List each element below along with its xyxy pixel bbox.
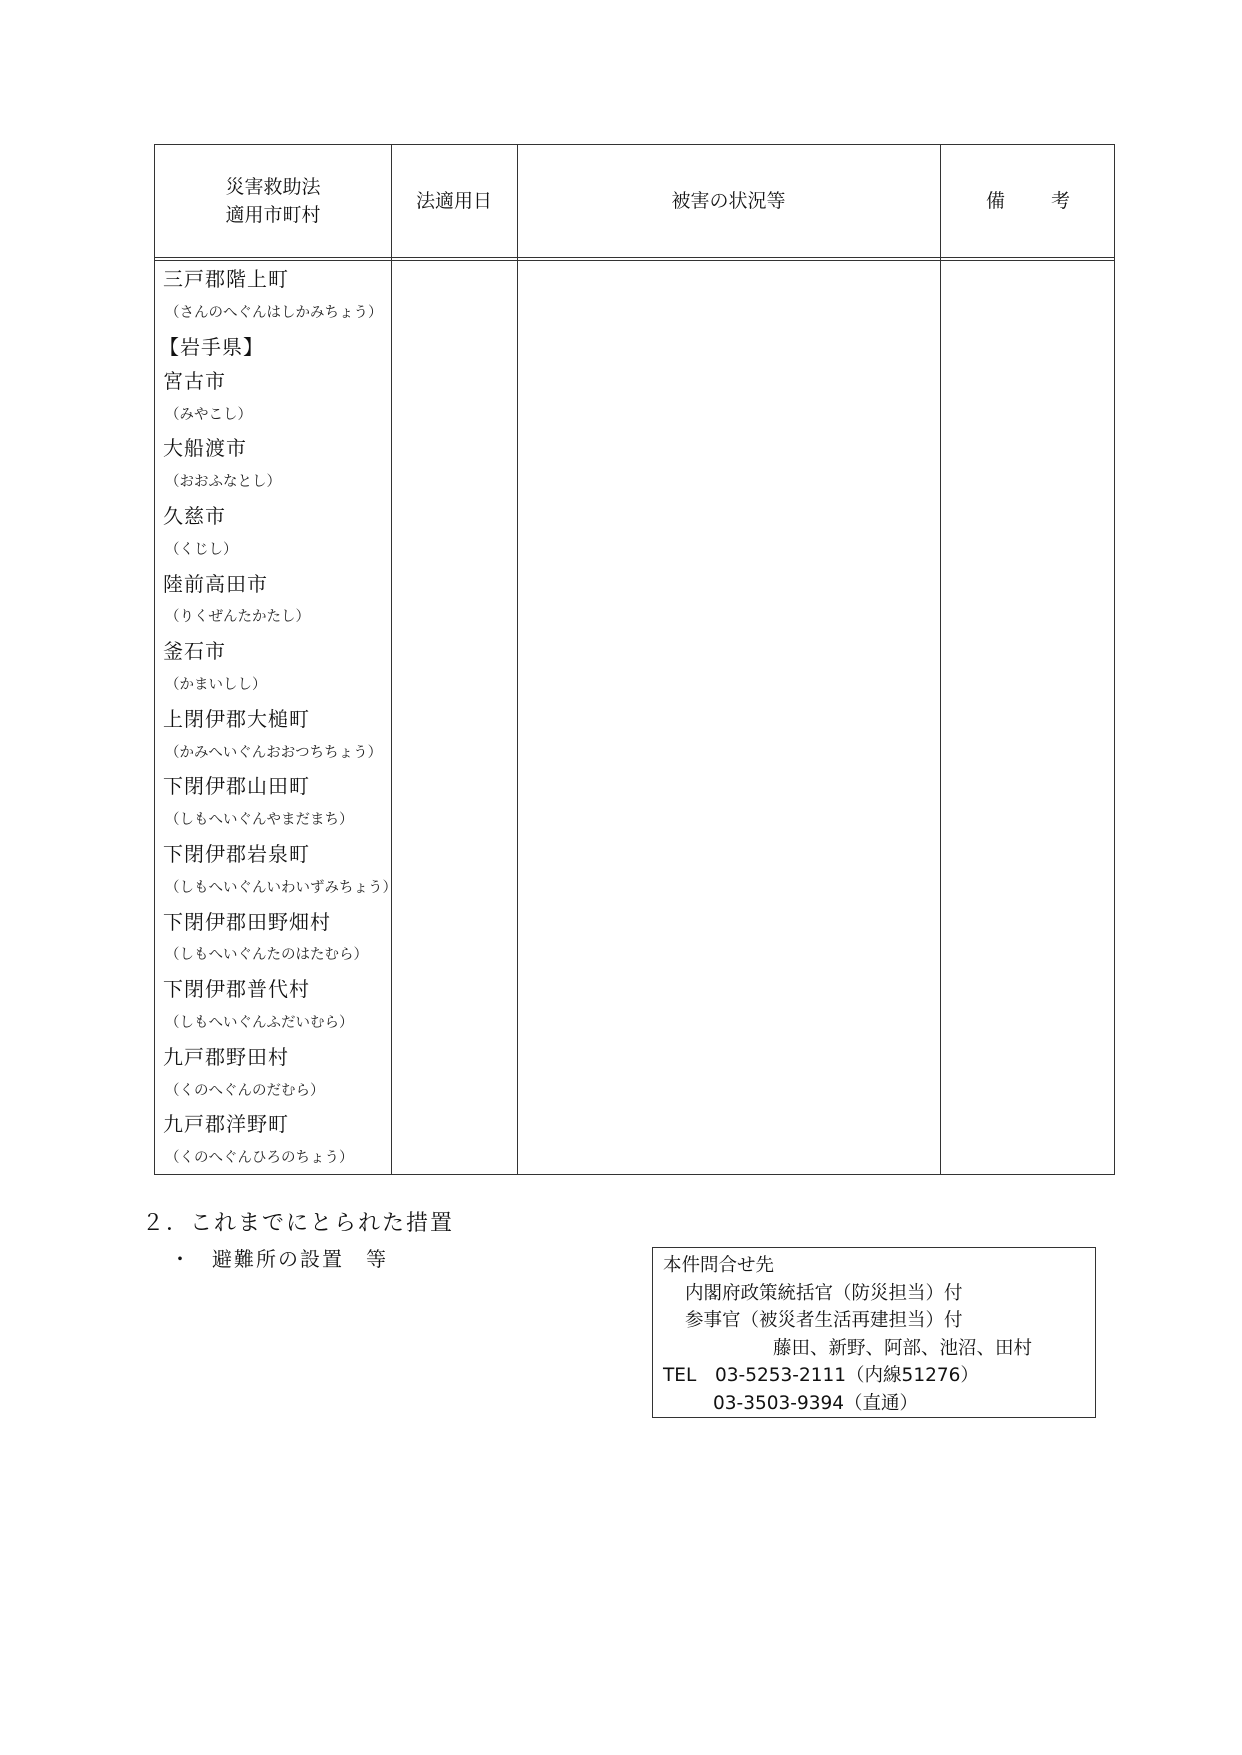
header-note-char2: 考 [1051,190,1071,212]
contact-office: 内閣府政策統括官（防災担当）付 [685,1282,963,1304]
header-damage [517,145,940,257]
contact-persons: 藤田、新野、阿部、池沼、田村 [773,1337,1033,1359]
bullet: ・ [170,1247,192,1271]
municipality-name: 下閉伊郡田野畑村 [163,909,331,934]
municipality-reading: （しもへいぐんたのはたむら） [165,947,368,964]
column-divider-3 [940,145,941,1174]
prefecture-heading: 【岩手県】 [159,334,264,359]
municipality-reading: （かみへいぐんおおつちちょう） [165,744,383,761]
municipality-reading: （しもへいぐんふだいむら） [165,1014,354,1031]
municipality-reading: （おおふなとし） [165,474,281,491]
municipality-name: 釜石市 [163,639,226,664]
municipality-table [154,144,1115,1175]
municipality-reading: （しもへいぐんやまだまち） [165,812,354,829]
header-municipality [155,145,391,257]
contact-tel-row [663,1362,1085,1390]
municipality-reading: （みやこし） [165,406,252,423]
municipality-name: 上閉伊郡大槌町 [163,706,310,731]
header-date-label: 法適用日 [415,190,492,212]
contact-box [652,1247,1096,1418]
contact-counsellor: 参事官（被災者生活再建担当）付 [685,1310,963,1331]
tel-extension: 03-5253-2111（内線51276） [715,1365,979,1386]
section-2-heading: ２．これまでにとられた措置 [142,1211,455,1236]
municipality-reading: （かまいしし） [165,676,267,693]
municipality-reading: （さんのへぐんはしかみちょう） [165,305,383,322]
column-divider-1 [391,145,392,1174]
municipality-reading: （りくぜんたかたし） [165,609,310,626]
section-2 [142,1206,454,1272]
header-damage-label: 被害の状況等 [671,190,786,212]
municipality-reading: （くのへぐんのだむら） [165,1082,325,1099]
contact-title: 本件問合せ先 [663,1255,775,1276]
municipality-name: 宮古市 [163,368,226,393]
municipality-name: 九戸郡洋野町 [163,1112,289,1137]
header-note [940,145,1116,257]
header-municipality-line1: 災害救助法 [225,176,321,198]
municipality-name: 陸前高田市 [163,571,268,596]
municipality-name: 大船渡市 [163,436,247,461]
measure-item-text: 避難所の設置 等 [212,1247,388,1271]
measure-item [142,1243,454,1272]
municipality-reading: （しもへいぐんいわいずみちょう） [165,879,397,896]
municipality-name: 三戸郡階上町 [163,267,289,292]
header-municipality-line2: 適用市町村 [225,204,321,226]
municipality-name: 下閉伊郡普代村 [163,977,310,1002]
municipality-name: 下閉伊郡山田町 [163,774,310,799]
header-date [391,145,517,257]
column-divider-2 [517,145,518,1174]
tel-label: TEL [663,1365,697,1386]
tel-direct: 03-3503-9394（直通） [713,1392,919,1414]
header-note-char1: 備 [985,190,1005,212]
municipality-name: 九戸郡野田村 [163,1044,289,1069]
municipality-name: 久慈市 [163,503,226,528]
municipality-reading: （くのへぐんひろのちょう） [165,1150,354,1167]
municipality-reading: （くじし） [165,541,238,558]
header-divider [155,257,1114,258]
municipality-name: 下閉伊郡岩泉町 [163,841,310,866]
municipality-list [159,261,397,1174]
